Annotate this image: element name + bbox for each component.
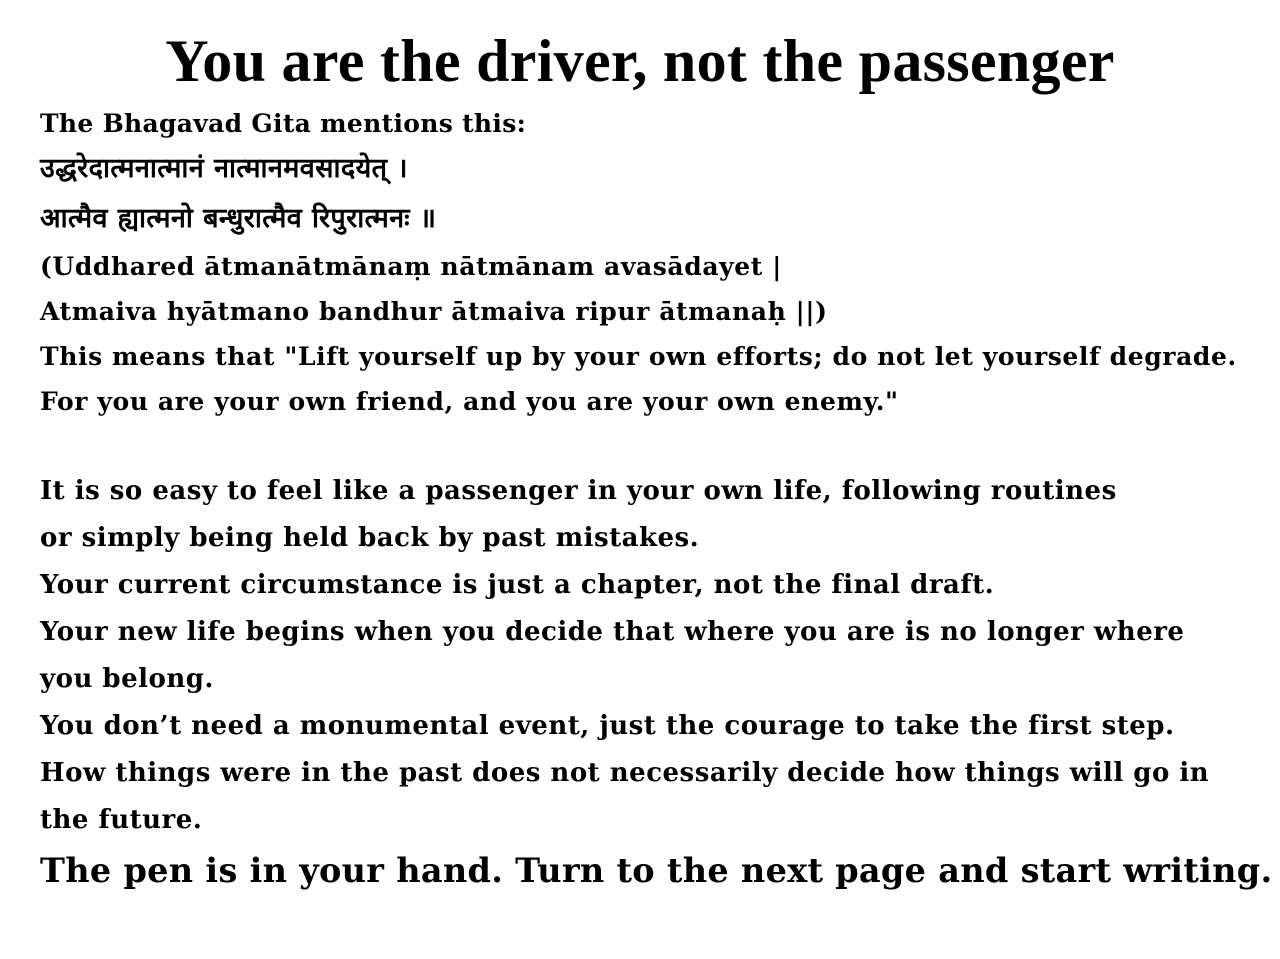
page-title: You are the driver, not the passenger bbox=[165, 28, 1115, 94]
transliteration-line-2: Atmaiva hyātmano bandhur ātmaiva ripur ātmanaḥ ||) bbox=[40, 297, 828, 326]
body-line-8: the future. bbox=[40, 805, 203, 835]
meaning-line-2: For you are your own friend, and you are your own enemy." bbox=[40, 387, 899, 416]
body-line-1: It is so easy to feel like a passenger in your own life, following routines bbox=[40, 476, 1117, 506]
closing-line: The pen is in your hand. Turn to the next page and start writing. bbox=[40, 851, 1273, 890]
body-line-4: Your new life begins when you decide that where you are is no longer where bbox=[40, 617, 1185, 647]
meaning-line-1: This means that "Lift yourself up by your own efforts; do not let yourself degrade. bbox=[40, 342, 1237, 371]
body-line-3: Your current circumstance is just a chapter, not the final draft. bbox=[40, 570, 995, 600]
article-body bbox=[40, 104, 1276, 898]
transliteration-line-1: (Uddhared ātmanātmānaṃ nātmānam avasādayet | bbox=[40, 252, 782, 281]
body-line-2: or simply being held back by past mistakes. bbox=[40, 523, 700, 553]
intro-text: The Bhagavad Gita mentions this: bbox=[40, 109, 527, 138]
body-line-6: You don’t need a monumental event, just the courage to take the first step. bbox=[40, 711, 1175, 741]
sanskrit-verse-line-1: उद्धरेदात्मनात्मानं नात्मानमवसादयेत् । bbox=[40, 153, 408, 184]
sanskrit-verse-line-2: आत्मैव ह्यात्मनो बन्धुरात्मैव रिपुरात्मनः ॥ bbox=[40, 203, 437, 234]
paragraph-spacer bbox=[40, 424, 1276, 468]
body-line-5: you belong. bbox=[40, 664, 214, 694]
body-line-7: How things were in the past does not necessarily decide how things will go in bbox=[40, 758, 1210, 788]
